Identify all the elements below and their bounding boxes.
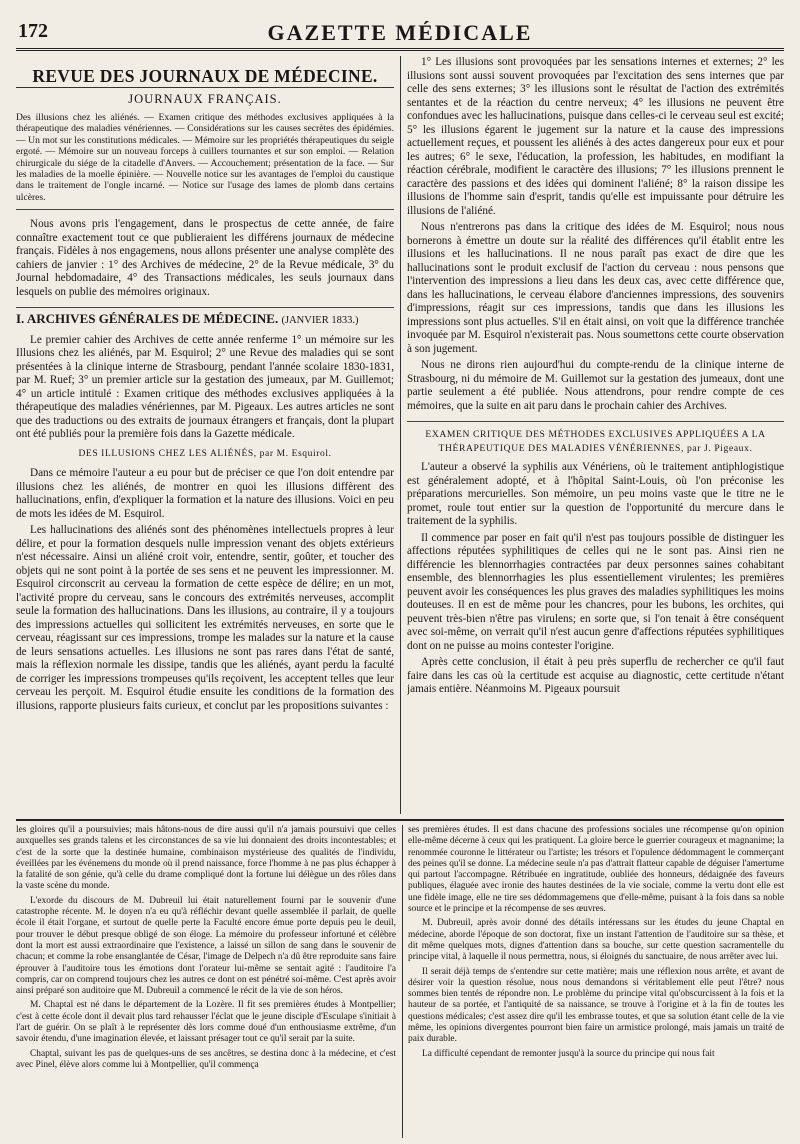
feuilleton-left-p3: M. Chaptal est né dans le département de la Lozère. Il fit ses premières études à Montpellier; c'est à cette école dont il devait plus tard rehausser l'éclat que le jeune disciple d'Esculape s'initiait à l'art de guérir. On se plaît à le représenter dès lors comme doué d'un enthousiasme extrême, d'un savoir étendu, d'une imagination élevée, et laissant présager tout ce qu'il serait par la suite. <box>16 1000 396 1045</box>
feuilleton-right-p4: La difficulté cependant de remonter jusqu'à la source du principe qui nous fait <box>422 1048 715 1059</box>
column-divider <box>400 56 401 814</box>
feuilleton-right-p1: ses premières études. Il est dans chacune des professions sociales une récompense qu'on opinion elle-même décerne à ceux qui les pratiquent. La gloire berce le guerrier courageux et magnanime; la renommée couronne le littérateur ou l'artiste; les trésors et l'opulence dédommagent le commerçant des peines qu'il se donne. La médecine seule n'a pas d'attrait flatteur capable de déguiser l'amertume qui partout l'accompagne. Rétribuée en ingratitude, oubliée des honneurs, dédaignée des faveurs publiques, élaguée avec ironie des hautes destinées de la vie sociale, comme la vertu dont elle est une fidèle image, elle ne tire ses dédommagemens que d'elle-même, puisant à la fois dans sa noble source et le principe et la récompense de ses œuvres. <box>408 825 784 915</box>
header-rule <box>16 48 784 51</box>
intro-paragraph: Nous avons pris l'engagement, dans le prospectus de cette année, de faire connaître exactement tout ce que publieraient les différens journaux de médecine français. Fidèles à nos engagemens, nous allons présenter une analyse complète des cahiers de janvier : 1° des Archives de médecine, 2° de la Revue médicale, 3° du Journal hebdomadaire, 4° des Transactions médicales, les seuls journaux dans lesquels on publie des mémoires originaux. <box>16 218 394 298</box>
feuilleton-right-column <box>408 825 784 1138</box>
right-column <box>407 56 784 814</box>
section-subtitle: JOURNAUX FRANÇAIS. <box>128 91 282 106</box>
illusions-subheading: DES ILLUSIONS CHEZ LES ALIÉNÉS, par M. Esquirol. <box>78 448 332 459</box>
feuilleton-divider <box>402 825 403 1138</box>
journal-title: GAZETTE MÉDICALE <box>267 20 533 45</box>
examen-paragraph-3: Après cette conclusion, il était à peu près superflu de rechercher ce qu'il faut faire dans les cas où la certitude est acquise au diagnostic, cette certitude n'étant jamais entière. Néanmoins M. Pigeaux poursuit <box>407 656 784 695</box>
illusions-paragraph-5: Nous ne dirons rien aujourd'hui du compte-rendu de la clinique interne de Strasbourg, ni du mémoire de M. Guillemot sur la gestation des jumeaux, dont une partie seulement a été publiée. Nous attendrons, pour rendre compte de ces mémoires, que la suite en ait paru dans le prochain cahier des Archives. <box>407 359 784 412</box>
left-column <box>16 56 394 814</box>
feuilleton-left-p1: les gloires qu'il a poursuivies; mais hâtons-nous de dire aussi qu'il n'a jamais poursuivi que celles auxquelles ses grands talens et les circonstances de sa vie lui donnaient des droits incontestables; et c'est de la sorte que la destinée humaine, combinaison mystérieuse des qualités de l'individu, éveillées par les événemens du monde où il prend naissance, force l'homme à ne pas plus échapper à la fatalité de son génie, qu'à celle du drame compliqué dont la fortune lui délègue un des rôles dans la vaste scène du monde. <box>16 825 396 892</box>
archives-heading-text: I. ARCHIVES GÉNÉRALES DE MÉDECINE. <box>16 311 279 327</box>
section-title: REVUE DES JOURNAUX DE MÉDECINE. <box>16 70 394 88</box>
feuilleton-left-p2: L'exorde du discours de M. Dubreuil lui était naturellement fourni par le souvenir d'une catastrophe récente. M. le doyen n'a eu qu'à réfléchir devant quelle assemblée il parlait, de quelle école il était l'organe, et surtout de quelle perte la Faculté encore émue porte depuis peu le deuil, pour trouver le début presque obligé de son éloge. La mémoire du professeur infortuné et célèbre dont la mort est aussi extraordinaire que l'existence, a laissé un sillon de sang dans le souvenir de chacun; et comme la robe ensanglantée de César, l'image de Delpech n'a dû être reproduite sans faire éprouver à l'auditoire tous les émotions dont l'orateur lui-même se sentait agité : l'auditoire l'a compris, car on comprend toujours chez les autres ce dont on est pénétré soi-même. C'est après avoir ainsi préparé son auditoire que M. Dubreuil a commencé le récit de la vie de son héros. <box>16 895 396 997</box>
page-number: 172 <box>18 20 48 42</box>
examen-subheading: EXAMEN CRITIQUE DES MÉTHODES EXCLUSIVES APPLIQUÉES A LA THÉRAPEUTIQUE DES MALADIES VÉNÉRIENNES, par J. Pigeaux. <box>407 421 784 455</box>
feuilleton-area <box>16 825 784 1138</box>
feuilleton-right-p2: M. Dubreuil, après avoir donné des détails intéressans sur les études du jeune Chaptal en médecine, aborde l'époque de son doctorat, fixe un instant l'attention de l'auditoire sur sa thèse, et dit même quelques mots, dignes d'attention dans sa bouche, sur cette question sacramentelle du principe vital, à laquelle il nous permettra, nous, si éloignés du sanctuaire, de nous arrêter avec lui. <box>408 918 784 963</box>
illusions-propositions: 1° Les illusions sont provoquées par les sensations internes et externes; 2° les illusions sont aussi souvent provoquées par l'excitation des sens internes que par celle des sens externes; 3° les illusions sont le résultat de l'action des extrémités sentantes et de la réaction du centre nerveux; 4° les illusions ne peuvent être confondues avec les hallucinations, puisque dans celles-ci le cerveau seul est excité; 5° les illusions égarent le jugement sur la nature et la cause des impressions actuellement reçues, et poussent les aliénés à des actes dangereux pour eux et pour les autres; 6° le sexe, l'éducation, la profession, les habitudes, en modifiant la réaction cérébrale, modifient le caractère des illusions; 7° les illusions prennent le caractère des passions et des idées qui dominent l'aliéné; 8° la raison dissipe les illusions de l'homme sain d'esprit, tandis qu'elle est impuissante pour détruire les illusions de l'aliéné. <box>407 56 784 217</box>
feuilleton-rule <box>16 819 784 821</box>
archives-heading-date: (JANVIER 1833.) <box>281 315 359 327</box>
illusions-paragraph-4: Nous n'entrerons pas dans la critique des idées de M. Esquirol; nous nous bornerons à émettre un doute sur la réalité des différences qu'il établit entre les illusions et les hallucinations. Il ne nous paraît pas exact de dire que les hallucinations sont le produit exclusif de l'action du cerveau : nous pensons que l'intervention des impressions a lieu dans les deux cas, avec cette différence que, dans les hallucinations, le cerveau élabore d'anciennes impressions, des souvenirs d'impressions, réagit sur ces impressions, tandis que dans les illusions les impressions sont plus actuelles. S'il en était ainsi, on voit que la différence tranchée invoquée par M. Esquirol n'existerait pas. Nous soumettons cette courte observation à son jugement. <box>407 221 784 355</box>
feuilleton-left-column <box>16 825 396 1138</box>
examen-paragraph-1: L'auteur a observé la syphilis aux Vénériens, où le traitement antiphlogistique est généralement adopté, et à l'hôpital Saint-Louis, où l'on préconise les préparations mercurielles. Son mémoire, un peu moins vaste que le titre ne le promet, roule tout entier sur la question de l'opportunité du mercure dans le traitement de la syphilis. <box>407 461 784 527</box>
illusions-paragraph-2: Les hallucinations des aliénés sont des phénomènes intellectuels propres à leur délire, et pour la formation desquels nulle impression venant des objets extérieurs n'est nécessaire. Ainsi un aliéné croit voir, entendre, sentir, goûter, et toucher des objets qui ne sont point à la portée de ses sens et ne peuvent les impressionner. M. Esquirol circonscrit au cerveau la formation de cette espèce de délire; en un mot, l'activité propre du cerveau, sans le concours des extrémités nerveuses, accomplit seule la formation des hallucinations. Dans les illusions, au contraire, il y a toujours des impressions actuelles qui sollicitent les extrémités nerveuses, en sorte que le cerveau, réagissant sur ces impressions, trompe les malades sur la nature et la cause de leurs sensations actuelles. Les illusions ne sont pas rares dans l'état de santé, mais la réflexion normale les dissipe, tandis que les aliénés, ayant perdu la faculté de corriger les impressions trompeuses qu'ils reçoivent, les acceptent telles que leur cerveau les perçoit. M. Esquirol étudie ensuite les conditions de la formation des illusions, rapporte plusieurs faits curieux, et conclut par les propositions suivantes : <box>16 524 394 712</box>
main-article-area <box>16 56 784 814</box>
feuilleton-left-p4: Chaptal, suivant les pas de quelques-uns de ses ancêtres, se destina donc à la médecine, et c'est avec Pinel, élève alors comme lui à Montpellier, qu'il commença <box>16 1048 396 1070</box>
illusions-paragraph-1: Dans ce mémoire l'auteur a eu pour but de préciser ce que l'on doit entendre par illusions chez les aliénés, de montrer en quoi les illusions diffèrent des hallucinations, enfin, d'expliquer la formation et la nature des illusions. Voici en peu de mots les idées de M. Esquirol. <box>16 467 394 520</box>
archives-paragraph: Le premier cahier des Archives de cette année renferme 1° un mémoire sur les Illusions chez les aliénés, par M. Esquirol; 2° une Revue des maladies qui se sont présentées à la clinique interne de Strasbourg, pendant l'année scolaire 1830-1831, par M. Ruef; 3° un premier article sur la gestation des jumeaux, par M. Guillemot; 4° un article intitulé : Examen critique des méthodes exclusives appliquées à la thérapeutique des maladies vénériennes, par M. Pigeaux. Les autres articles ne sont que des traductions ou des extraits de journaux étrangers et français, dont la plupart ont été publiés pour la première fois dans la Gazette médicale. <box>16 333 394 441</box>
page-header <box>16 14 784 52</box>
feuilleton-right-p3: Il serait déjà temps de s'entendre sur cette matière; mais une réflexion nous arrête, et avant de désirer voir la question résolue, nous nous demandons si véritablement elle peut l'être? nous sommes bien tentés de répondre non. Le problème du principe vital qu'obscurcissent à la fois et la hauteur de sa portée, et l'antiquité de sa naissance, se trouve à l'origine et à la fin de toutes les questions médicales; c'est assez dire qu'il les embrasse toutes, et que sa solution étant celle de la vie même, les opinions divergentes pourront bien faire un armistice prolongé, mais jamais un traité de paix durable. <box>408 966 784 1045</box>
section-summary: Des illusions chez les aliénés. — Examen critique des méthodes exclusives appliquées à la thérapeutique des maladies vénériennes. — Considérations sur les causes secrètes des épidémies. — Un mot sur les constitutions médicales. — Mémoire sur les propriétés thérapeutiques du seigle ergoté. — Mémoire sur un nouveau forceps à cuillers tournantes et sur son emploi. — Relation chirurgicale du siége de la citadelle d'Anvers. — Accouchement; présentation de la face. — Sur les maladies de la moelle épinière. — Nouvelle notice sur les avantages de l'emploi du caustique dans le traitement de l'ongle incarné. — Notice sur l'usage des lames de plomb dans certains ulcères. <box>16 112 394 210</box>
examen-paragraph-2: Il commence par poser en fait qu'il n'est pas toujours possible de distinguer les affections réputées syphilitiques de celles qui ne le sont pas. Ainsi rien ne différencie les blennorrhagies contractées par deux personnes saines cohabitant ensemble, des blennorrhagies les plus essentiellement virulentes; les premières peuvent avoir les conséquences les plus graves des maladies syphilitiques les moins douteuses. Il en est de même pour les chancres, pour les bubons, les orchites, qui peuvent très-bien n'être pas virulens; en sorte que, si l'on tenait à être conséquent avec soi-même, on verrait qu'il n'est aucun genre d'affections réputées syphilitiques dont on ne puisse au moins contester l'origine. <box>407 531 784 652</box>
archives-heading <box>16 307 394 328</box>
